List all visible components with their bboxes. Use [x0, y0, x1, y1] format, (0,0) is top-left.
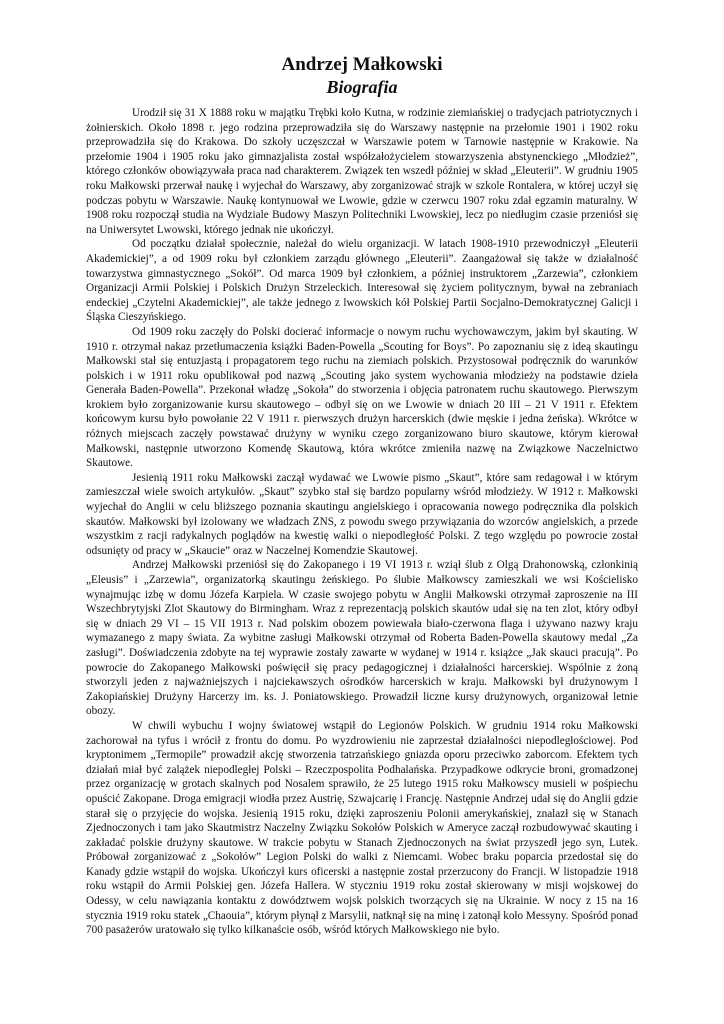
paragraph-4: Jesienią 1911 roku Małkowski zaczął wydawać we Lwowie pismo „Skaut”, które sam redagował i w którym zamieszczał wiele swoich artykułów. „Skaut” szybko stał się bardzo popularny wśród młodzieży. W 1912 r. Małkowski wyjechał do Anglii w celu bliższego poznania skautingu angielskiego i opracowania nowego podręcznika dla polskich skautów. Małkowski był izolowany we władzach ZNS, z powodu swego przywiązania do wzorców angielskich, a przede wszystkim z racji radykalnych poglądów na kwestię walki o niepodległość Polski. Z tego względu po powrocie został odsunięty od pracy w „Skaucie” oraz w Naczelnej Komendzie Skautowej. — [86, 471, 638, 557]
document-subtitle: Biografia — [326, 77, 398, 97]
document-body — [86, 106, 638, 938]
paragraph-1: Urodził się 31 X 1888 roku w majątku Trębki koło Kutna, w rodzinie ziemiańskiej o tradycjach patriotycznych i żołnierskich. Około 1898 r. jego rodzina przeprowadziła się do Warszawy następnie na przełomie 1901 i 1902 roku przeprowadziła się do Krakowa. Do szkoły uczęszczał w Warszawie potem w Tarnowie następnie w Krakowie. Na przełomie 1904 i 1905 roku jako gimnazjalista został współzałożycielem stowarzyszenia abstynenckiego „Młodzież”, którego członków obowiązywała praca nad charakterem. Związek ten wszedł później w skład „Eleuterii”. W grudniu 1905 roku Małkowski przerwał naukę i wyjechał do Warszawy, aby zorganizować strajk w szkole Rontalera, w której uczył się podczas pobytu w Warszawie. Naukę kontynuował we Lwowie, gdzie w czerwcu 1907 roku zdał egzamin maturalny. W 1908 roku rozpoczął studia na Wydziale Budowy Maszyn Politechniki Lwowskiej, lecz po niedługim czasie przeniósł się na Uniwersytet Lwowski, którego jednak nie ukończył. — [86, 107, 638, 236]
paragraph-6: W chwili wybuchu I wojny światowej wstąpił do Legionów Polskich. W grudniu 1914 roku Małkowski zachorował na tyfus i wrócił z frontu do domu. Po wyzdrowieniu nie zaprzestał działalności niepodległościowej. Pod kryptonimem „Termopile” prowadził akcję stworzenia tatrzańskiego gniazda oporu przeciwko zaborcom. Efektem tych działań miał być zalążek niepodległej Polski – Rzeczpospolita Podhalańska. Przypadkowe odkrycie broni, gromadzonej przez organizację w grotach skalnych pod Nosalem sprawiło, że 25 lutego 1915 roku Małkowscy musieli w pośpiechu opuścić Zakopane. Droga emigracji wiodła przez Austrię, Szwajcarię i Francję. Następnie Andrzej udał się do Anglii gdzie starał się o przyjęcie do wojska. Jesienią 1915 roku, dzięki zaproszeniu Polonii amerykańskiej, znalazł się w Stanach Zjednoczonych i tam jako Skautmistrz Naczelny Związku Sokołów Polskich w Ameryce zaczął rozbudowywać skauting i zakładać polskie drużyny skautowe. W trakcie pobytu w Stanach Zjednoczonych na świat przyszedł jego syn, Lutek. Próbował zorganizować z „Sokołów” Legion Polski do walki z Niemcami. Wobec braku poparcia przedostał się do Kanady gdzie wstąpił do wojska. Ukończył kurs oficerski a następnie został przerzucony do Francji. W listopadzie 1918 roku wstąpił do Armii Polskiej gen. Józefa Hallera. W styczniu 1919 roku został skierowany w misji wojskowej do Odessy, w celu nawiązania kontaktu z dowództwem wojsk polskich tworzących się na Ukrainie. W nocy z 15 na 16 stycznia 1919 roku statek „Chaouia”, którym płynął z Marsylii, natknął się na minę i zatonął koło Messyny. Spośród ponad 700 pasażerów uratowało się tylko kilkanaście osób, wśród których Małkowskiego nie było. — [86, 719, 639, 937]
document-page — [86, 54, 638, 938]
paragraph-3: Od 1909 roku zaczęły do Polski docierać informacje o nowym ruchu wychowawczym, jakim był skauting. W 1910 r. otrzymał nakaz przetłumaczenia książki Baden-Powella „Scouting for Boys”. Po zapoznaniu się z ideą skautingu Małkowski stał się entuzjastą i propagatorem tego ruchu na ziemiach polskich. Przystosował podręcznik do warunków polskich i w 1911 roku opublikował pod nazwą „Scouting jako system wychowania młodzieży na podstawie dzieła Generała Baden-Powella”. Przekonał władzę „Sokoła” do stworzenia i objęcia patronatem ruchu skautowego. Pierwszym krokiem było zorganizowanie kursu skautowego – odbył się on we Lwowie w dniach 20 III – 21 V 1911 r. Efektem końcowym kursu było powołanie 22 V 1911 r. pierwszych drużyn harcerskich (dwie męskie i jedna żeńska). Wkrótce w różnych miejscach zaczęły powstawać drużyny w wyniku czego zorganizowano biuro skautowe, którym kierował Małkowski, następnie utworzono Komendę Skautową, która wkrótce zmieniła nazwę na Związkowe Naczelnictwo Skautowe. — [86, 325, 638, 470]
paragraph-5: Andrzej Małkowski przeniósł się do Zakopanego i 19 VI 1913 r. wziął ślub z Olgą Drahonowską, członkinią „Eleusis” i „Zarzewia”, organizatorką skautingu żeńskiego. Po ślubie Małkowscy zamieszkali we wsi Kościelisko wynajmując izbę w domu Józefa Karpiela. W czasie swojego pobytu w Anglii Małkowski otrzymał zaproszenie na III Wszechbrytyjski Zlot Skautowy do Birmingham. Wraz z reprezentacją polskich skautów udał się na ten zlot, który odbył się w dniach 29 VI – 15 VII 1913 r. Nad polskim obozem powiewała biało-czerwona flaga i używano nazwy kraju wymazanego z mapy świata. Za wybitne zasługi Małkowski otrzymał od Roberta Baden-Powella skautowy medal „Za zasługi”. Doświadczenia zdobyte na tej wyprawie zostały zawarte w wydanej w 1914 r. książce „Jak skauci pracują”. Po powrocie do Zakopanego Małkowski poświęcił się pracy pedagogicznej i działalności harcerskiej. Wspólnie z żoną stworzyli jeden z najważniejszych i najciekawszych ośrodków harcerskich w kraju. Małkowski był drużynowym I Zakopiańskiej Drużyny Harcerzy im. ks. J. Poniatowskiego. Prowadził liczne kursy drużynowych, organizował letnie obozy. — [86, 559, 638, 718]
paragraph-2: Od początku działał społecznie, należał do wielu organizacji. W latach 1908-1910 przewodniczył „Eleuterii Akademickiej”, a od 1909 roku był członkiem zarządu głównego „Eleuterii”. Zaangażował się także w działalność towarzystwa gimnastycznego „Sokół”. Od marca 1909 był członkiem, a później instruktorem „Zarzewia”, członkiem Organizacji Armii Polskiej i Polskich Drużyn Strzeleckich. Interesował się życiem politycznym, bywał na zebraniach endeckiej „Czytelni Akademickiej”, ale także jednego z lwowskich kół Polskiej Partii Socjalno-Demokratycznej Galicji i Śląska Cieszyńskiego. — [86, 238, 638, 324]
document-title: Andrzej Małkowski — [281, 54, 443, 75]
